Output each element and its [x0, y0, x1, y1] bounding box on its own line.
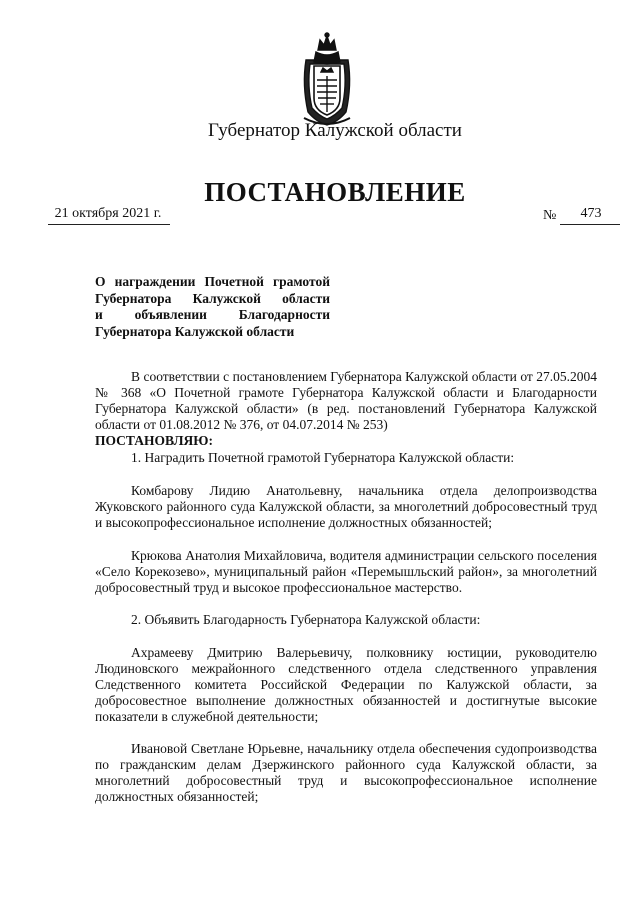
item-1-heading: 1. Наградить Почетной грамотой Губернатора Калужской области:: [131, 450, 515, 465]
document-type-title: ПОСТАНОВЛЕНИЕ: [204, 177, 466, 207]
thanks-paragraph-1: Ахрамееву Дмитрию Валерьевичу, полковнику юстиции, руководителю Людиновского межрайонного следственного отдела следственного управления Следственного комитета Российской Федерации по Калужской области, за добросовестное выполнение должностных обязанностей и достигнутые высокие показатели в служебной деятельности;: [95, 645, 597, 724]
preamble-paragraph: В соответствии с постановлением Губернатора Калужской области от 27.05.2004 № 368 «О Почетной грамоте Губернатора Калужской области и Благодарности Губернатора Калужской области» (в ред. постановлений Губернатора Калужской области от 01.08.2012 № 376, от 04.07.2014 № 253): [95, 369, 597, 432]
issuing-authority: Губернатор Калужской области: [208, 120, 462, 141]
subject-line: и объявлении Благодарности: [95, 307, 330, 322]
number-sign: №: [543, 208, 557, 223]
subject-line: Губернатора Калужской области: [95, 290, 330, 306]
coat-of-arms-emblem: [296, 30, 358, 130]
award-paragraph-1: Комбарову Лидию Анатольевну, начальника отдела делопроизводства Жуковского районного суда Калужской области, за многолетний добросовестный труд и высокопрофессиональное исполнение должностных обязанностей;: [95, 483, 597, 530]
document-number: 473: [580, 206, 602, 221]
award-paragraph-2: Крюкова Анатолия Михайловича, водителя администрации сельского поселения «Село Корекозево», муниципальный район «Перемышльский район», за многолетний добросовестный труд и высокое профессиональное мастерство.: [95, 548, 597, 595]
document-subject: [95, 274, 330, 340]
document-date: 21 октября 2021 г.: [54, 206, 162, 221]
thanks-paragraph-2: Ивановой Светлане Юрьевне, начальнику отдела обеспечения судопроизводства по гражданским делам Дзержинского районного суда Калужской области, за многолетний добросовестный труд и высокопрофессиональное исполнение должностных обязанностей;: [95, 741, 597, 804]
subject-line: Губернатора Калужской области: [95, 323, 295, 339]
date-underline: [48, 224, 170, 225]
number-underline: [560, 224, 620, 225]
item-2-heading: 2. Объявить Благодарность Губернатора Калужской области:: [131, 612, 481, 627]
decree-heading: ПОСТАНОВЛЯЮ:: [95, 433, 213, 448]
subject-line: О награждении Почетной грамотой: [95, 274, 330, 289]
